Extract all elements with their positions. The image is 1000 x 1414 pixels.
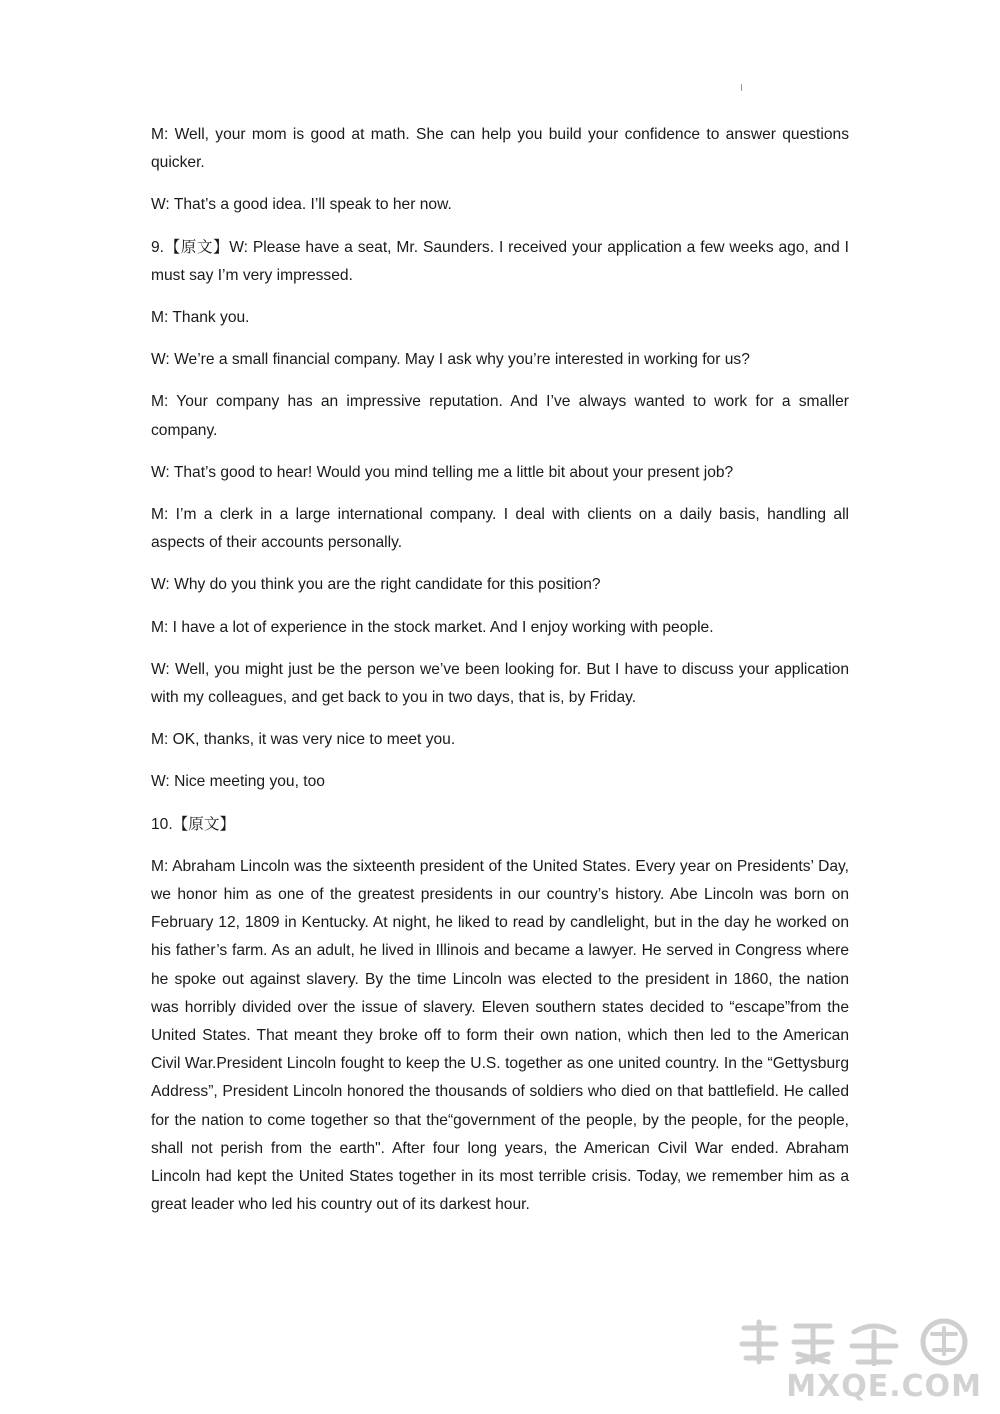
- paragraph: M: Well, your mom is good at math. She can help you build your confidence to answer questions quicker.: [151, 126, 849, 172]
- paragraph: M: Thank you.: [151, 309, 250, 327]
- paragraph: W: Nice meeting you, too: [151, 773, 325, 791]
- section-9-intro: 9.【原文】W: Please have a seat, Mr. Saunders. I received your application a few weeks ago, and I must say I’m very impressed.: [151, 238, 849, 284]
- transcript-body: [151, 121, 849, 1220]
- lincoln-passage: M: Abraham Lincoln was the sixteenth president of the United States. Every year on Presidents’ Day, we honor him as one of the greatest presidents in our country’s history. Abe Lincoln was born on February 12, 1809 in Kentucky. At night, he liked to read by candlelight, but in the day he worked on his father’s farm. As an adult, he lived in Illinois and became a lawyer. He served in Congress where he spoke out against slavery. By the time Lincoln was elected to the president in 1860, the nation was horribly divided over the issue of slavery. Eleven southern states decided to “escape”from the United States. That meant they broke off to form their own nation, which then led to the American Civil War.President Lincoln fought to keep the U.S. together as one united country. In the “Gettysburg Address”, President Lincoln honored the thousands of soldiers who died on that battlefield. He called for the nation to come together so that the“government of the people, by the people, for the people, shall not perish from the earth". After four long years, the American Civil War ended. Abraham Lincoln had kept the United States together in its most terrible crisis. Today, we remember him as a great leader who led his country out of its darkest hour.: [151, 857, 849, 1214]
- paragraph: M: OK, thanks, it was very nice to meet you.: [151, 731, 456, 749]
- paragraph: W: Why do you think you are the right candidate for this position?: [151, 576, 601, 594]
- watermark: [732, 1318, 992, 1408]
- paragraph: W: Well, you might just be the person we’ve been looking for. But I have to discuss your application with my colleagues, and get back to you in two days, that is, by Friday.: [151, 660, 849, 707]
- section-10-heading: 10.【原文】: [151, 815, 236, 833]
- paragraph: M: Your company has an impressive reputation. And I’ve always wanted to work for a smaller company.: [151, 393, 849, 439]
- paragraph: W: That’s good to hear! Would you mind telling me a little bit about your present job?: [151, 463, 734, 481]
- paragraph: W: That’s a good idea. I’ll speak to her now.: [151, 196, 452, 214]
- page-tick-mark: [741, 84, 742, 91]
- watermark-logo-icon: [734, 1318, 984, 1366]
- paragraph: M: I’m a clerk in a large international company. I deal with clients on a daily basis, handling all aspects of their accounts personally.: [151, 506, 849, 552]
- paragraph: M: I have a lot of experience in the stock market. And I enjoy working with people.: [151, 618, 714, 636]
- watermark-site: MXQE.COM: [786, 1369, 982, 1404]
- paragraph: W: We’re a small financial company. May I ask why you’re interested in working for us?: [151, 351, 750, 369]
